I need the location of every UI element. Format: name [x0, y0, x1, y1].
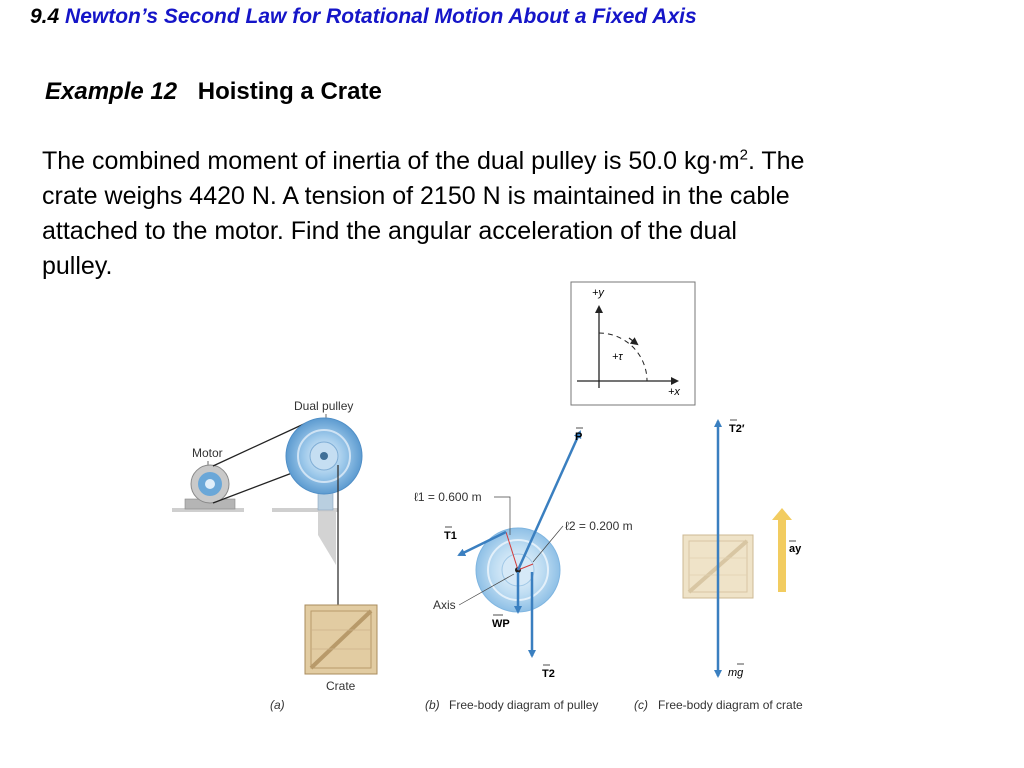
weight-mg-label: mg — [728, 667, 744, 679]
dual-pulley-icon — [286, 418, 362, 494]
problem-line-4: pulley. — [42, 252, 113, 280]
problem-line-1-end: . The — [747, 147, 805, 175]
motor-icon — [172, 465, 244, 512]
example-label: Example 12 — [45, 78, 178, 105]
tension-t2-label: T2 — [542, 668, 555, 680]
squared-superscript: 2 — [739, 146, 748, 164]
l1-label: ℓ1 = 0.600 m — [414, 490, 482, 504]
example-title: Hoisting a Crate — [197, 78, 382, 105]
caption-c-letter: (c) — [634, 698, 648, 712]
section-number: 9.4 — [30, 5, 60, 28]
axes-inset — [571, 282, 695, 405]
caption-a: (a) — [270, 698, 285, 712]
crate-icon — [305, 605, 377, 674]
panel-b — [414, 428, 633, 712]
y-axis-label: +y — [592, 287, 604, 299]
motor-label: Motor — [192, 446, 223, 460]
caption-b-text: Free-body diagram of pulley — [449, 698, 599, 712]
x-axis-label: +x — [668, 386, 680, 398]
crate-label: Crate — [326, 679, 356, 693]
acceleration-ay-label: ay — [789, 543, 802, 555]
section-title: Newton’s Second Law for Rotational Motion About a Fixed Axis — [65, 5, 697, 28]
torque-direction-label: +τ — [612, 351, 623, 363]
problem-line-1-text: The combined moment of inertia of the dual pulley is 50.0 kg·m — [42, 147, 740, 175]
panel-c — [634, 420, 803, 712]
problem-line-2: crate weighs 4420 N. A tension of 2150 N is maintained in the cable — [42, 182, 790, 210]
caption-b-letter: (b) — [425, 698, 440, 712]
force-p-label: P — [575, 431, 583, 443]
caption-c-text: Free-body diagram of crate — [658, 698, 803, 712]
l2-label: ℓ2 = 0.200 m — [565, 519, 633, 533]
axis-label: Axis — [433, 598, 456, 612]
weight-wp-label: WP — [492, 618, 510, 630]
tension-t2-prime-label: T2′ — [729, 423, 745, 435]
dual-pulley-label: Dual pulley — [294, 399, 354, 413]
tension-t1-label: T1 — [444, 530, 457, 542]
panel-a — [172, 399, 377, 712]
problem-line-3: attached to the motor. Find the angular acceleration of the dual — [42, 217, 737, 245]
